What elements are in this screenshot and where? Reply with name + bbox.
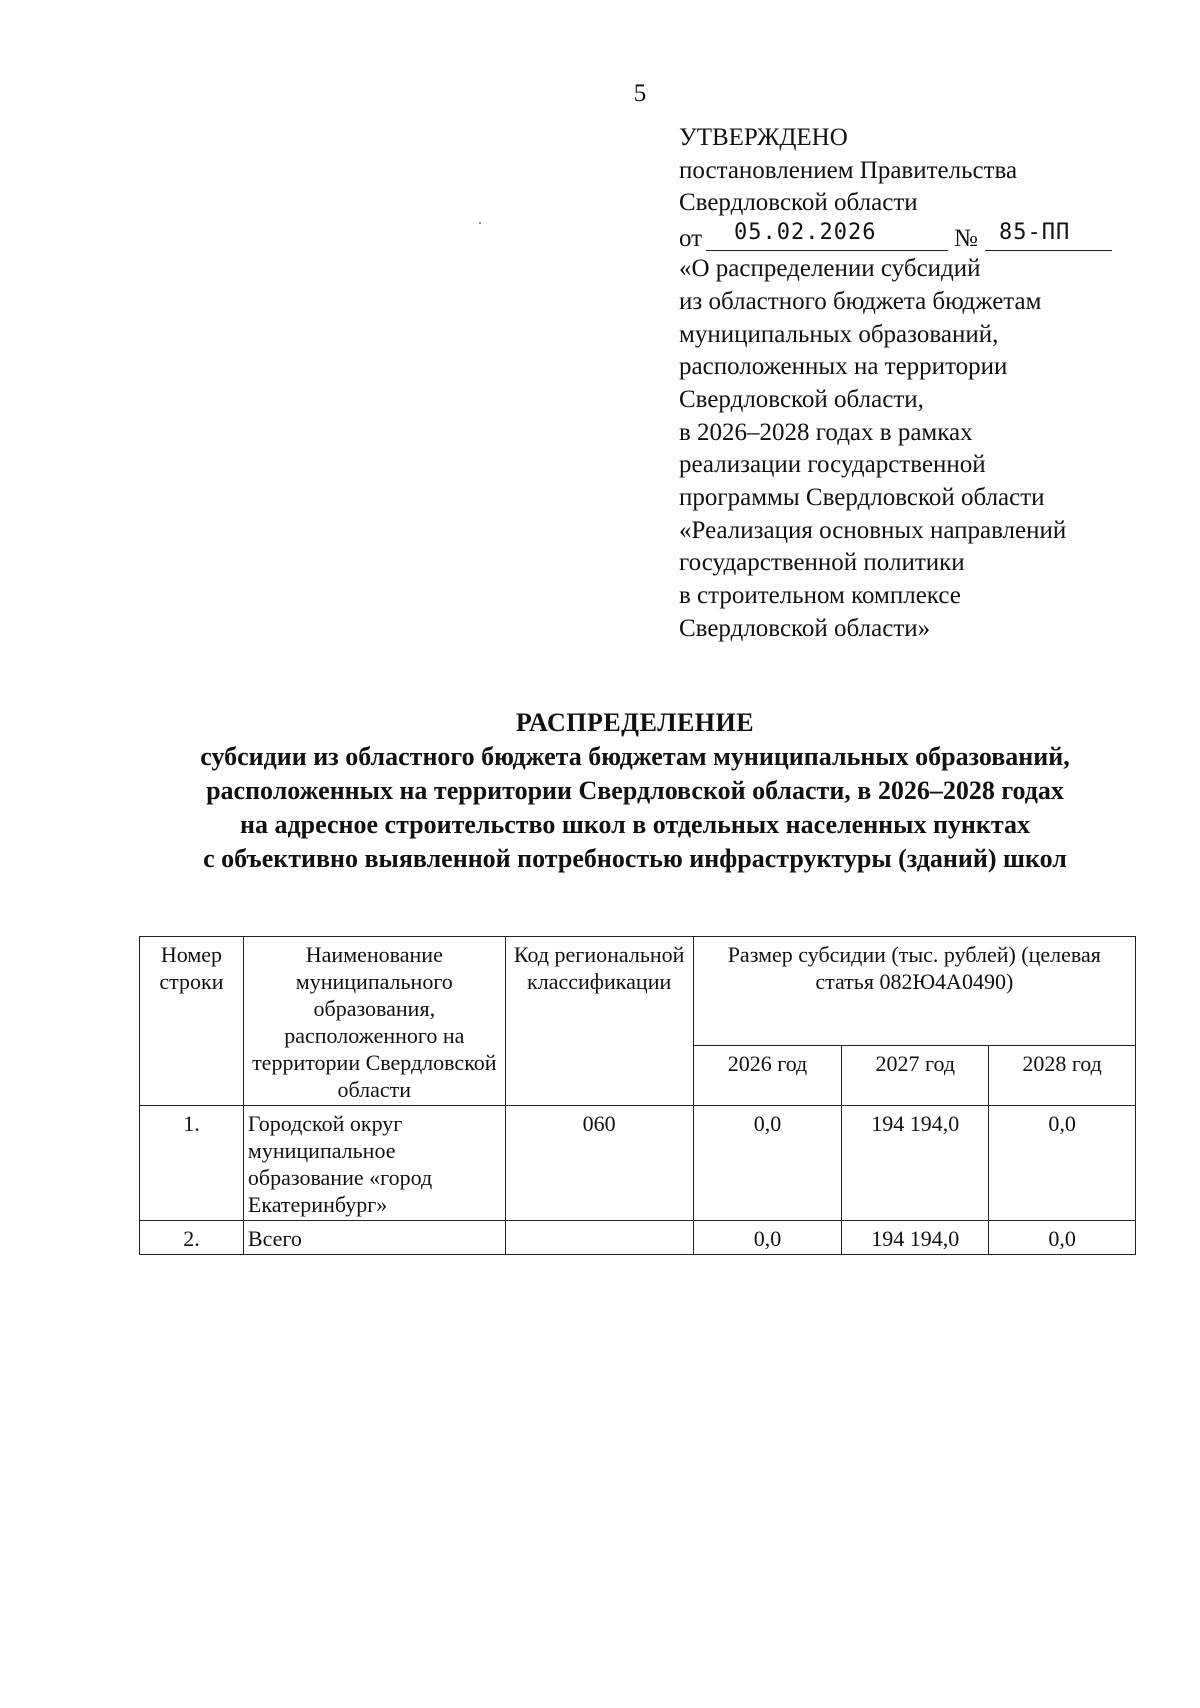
- subject-line: в 2026–2028 годах в рамках: [679, 418, 973, 446]
- header-year: 2026 год: [693, 1045, 842, 1105]
- title-line: с объективно выявленной потребностью инфраструктуры (зданий) школ: [203, 844, 1067, 873]
- cell-value: 194 194,0: [842, 1221, 989, 1255]
- approval-heading: УТВЕРЖДЕНО: [679, 124, 848, 151]
- page-number: 5: [633, 80, 647, 107]
- approval-date: 05.02.2026: [734, 220, 877, 246]
- cell-row-number: 2.: [140, 1221, 244, 1255]
- subsidy-table: [139, 936, 1136, 1255]
- date-prefix: от: [679, 225, 703, 253]
- table-row: [140, 1106, 1136, 1221]
- cell-name: Городской округ муниципальное образование «город Екатеринбург»: [243, 1106, 505, 1221]
- number-sign: №: [954, 225, 978, 253]
- approval-number: 85-ПП: [999, 220, 1071, 246]
- cell-code: [505, 1221, 693, 1255]
- subject-line: реализации государственной: [679, 451, 986, 479]
- table-header-row: [140, 937, 1136, 1046]
- subject-line: расположенных на территории: [679, 353, 1008, 381]
- title-line: расположенных на территории Свердловской области, в 2026–2028 годах: [206, 776, 1064, 805]
- approval-date-row: [679, 220, 1071, 253]
- subject-line: в строительном комплексе: [679, 582, 961, 610]
- scan-speck: [479, 222, 481, 224]
- document-title: [120, 706, 1150, 876]
- cell-row-number: 1.: [140, 1106, 244, 1221]
- title-line: субсидии из областного бюджета бюджетам муниципальных образований,: [200, 742, 1070, 771]
- approval-stamp: [679, 122, 1071, 646]
- header-code: Код региональной классификации: [505, 937, 693, 1106]
- header-year: 2028 год: [989, 1045, 1136, 1105]
- cell-value: 0,0: [693, 1221, 842, 1255]
- cell-value: 194 194,0: [842, 1106, 989, 1221]
- subject-line: «О распределении субсидий: [679, 255, 981, 283]
- header-row-number: Номер строки: [140, 937, 244, 1106]
- title-main: РАСПРЕДЕЛЕНИЕ: [515, 708, 755, 737]
- header-name: Наименование муниципального образования, расположенного на территории Свердловской области: [243, 937, 505, 1106]
- header-year: 2027 год: [842, 1045, 989, 1105]
- subject-line: Свердловской области»: [679, 614, 931, 642]
- cell-code: 060: [505, 1106, 693, 1221]
- subject-line: государственной политики: [679, 549, 965, 577]
- title-line: на адресное строительство школ в отдельных населенных пунктах: [240, 810, 1030, 839]
- table-row-total: [140, 1221, 1136, 1255]
- cell-value: 0,0: [989, 1221, 1136, 1255]
- subject-line: из областного бюджета бюджетам: [679, 287, 1042, 315]
- subject-line: муниципальных образований,: [679, 320, 999, 348]
- approval-line: Свердловской области: [679, 189, 918, 217]
- subject-line: «Реализация основных направлений: [679, 516, 1067, 544]
- cell-name: Всего: [243, 1221, 505, 1255]
- subject-line: Свердловской области,: [679, 385, 924, 413]
- header-subsidy-group: Размер субсидии (тыс. рублей) (целевая статья 082Ю4А0490): [693, 937, 1135, 1046]
- approval-line: постановлением Правительства: [679, 156, 1018, 184]
- subject-line: программы Свердловской области: [679, 484, 1045, 512]
- cell-value: 0,0: [989, 1106, 1136, 1221]
- cell-value: 0,0: [693, 1106, 842, 1221]
